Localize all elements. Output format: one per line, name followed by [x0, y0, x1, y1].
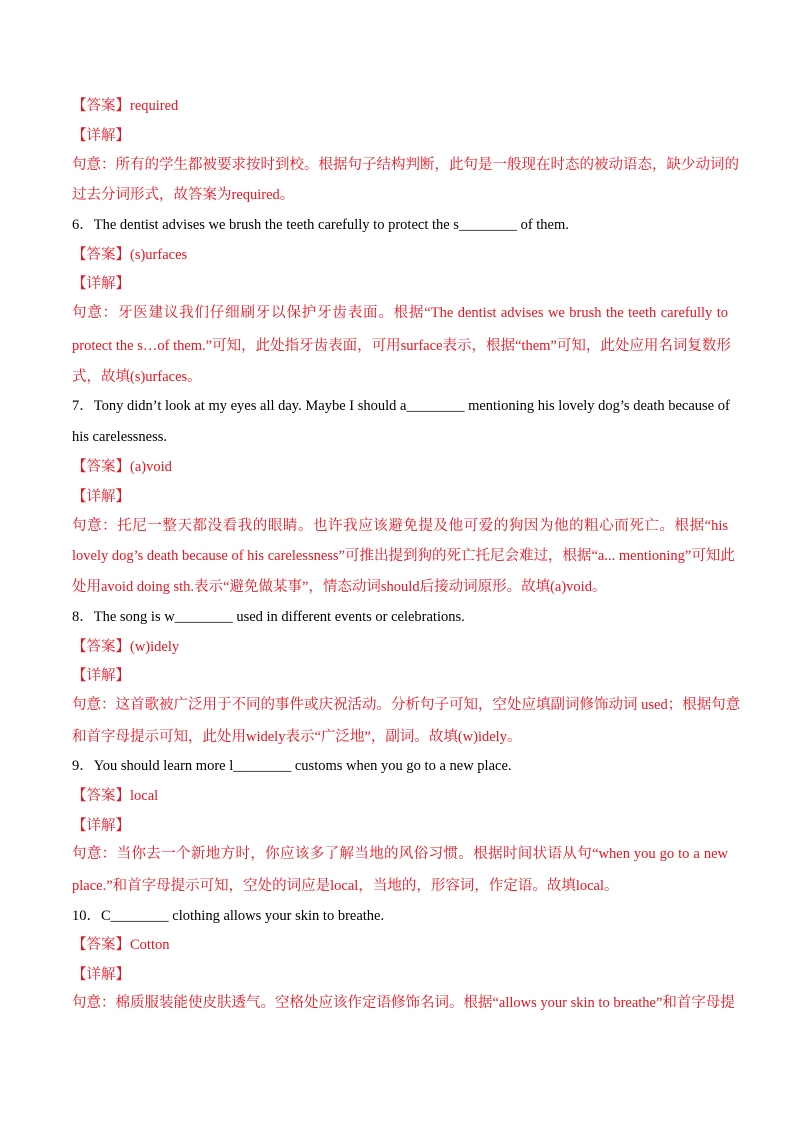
explanation-line: protect the s…of them.”可知，此处指牙齿表面，可用surface表示，根据“them”可知，此处应用名词复数形: [72, 338, 731, 354]
explanation-line: 句意：托尼一整天都没看我的眼睛。也许我应该避免提及他可爱的狗因为他的粗心而死亡。根据“his: [72, 518, 728, 534]
explanation-line: 和首字母提示可知，此处用widely表示“广泛地”，副词。故填(w)idely。: [72, 729, 522, 745]
question-line: 6．The dentist advises we brush the teeth carefully to protect the s________ of them.: [72, 217, 569, 233]
explanation-line: 过去分词形式，故答案为required。: [72, 187, 295, 203]
explanation-line: lovely dog’s death because of his carelessness”可推出提到狗的死亡托尼会难过，根据“a... mentioning”可知此: [72, 548, 735, 564]
answer-line: 【答案】(w)idely: [72, 639, 180, 655]
answer-line: 【答案】Cotton: [72, 937, 170, 953]
detail-label: 【详解】: [72, 489, 130, 505]
explanation-line: 句意：牙医建议我们仔细刷牙以保护牙齿表面。根据“The dentist advises we brush the teeth carefully to: [72, 305, 728, 321]
question-line: 9．You should learn more l________ customs when you go to a new place.: [72, 758, 512, 774]
explanation-line: 句意：这首歌被广泛用于不同的事件或庆祝活动。分析句子可知，空处应填副词修饰动词 used；根据句意: [72, 697, 741, 713]
explanation-line: 句意：所有的学生都被要求按时到校。根据句子结构判断，此句是一般现在时态的被动语态，缺少动词的: [72, 157, 739, 173]
detail-label: 【详解】: [72, 967, 130, 983]
detail-label: 【详解】: [72, 668, 130, 684]
question-line: 8．The song is w________ used in different events or celebrations.: [72, 609, 465, 625]
detail-label: 【详解】: [72, 276, 130, 292]
explanation-line: 句意：棉质服装能使皮肤透气。空格处应该作定语修饰名词。根据“allows your skin to breathe”和首字母提: [72, 995, 735, 1011]
answer-line: 【答案】required: [72, 98, 179, 114]
explanation-line: place.”和首字母提示可知，空处的词应是local，当地的，形容词，作定语。故填local。: [72, 878, 619, 894]
detail-label: 【详解】: [72, 818, 130, 834]
explanation-line: 处用avoid doing sth.表示“避免做某事”，情态动词should后接动词原形。故填(a)void。: [72, 579, 607, 595]
question-line: 10．C________ clothing allows your skin to breathe.: [72, 908, 385, 924]
detail-label: 【详解】: [72, 128, 130, 144]
question-line: 7．Tony didn’t look at my eyes all day. Maybe I should a________ mentioning his lovely dog’s death because of: [72, 398, 730, 414]
explanation-line: 句意：当你去一个新地方时，你应该多了解当地的风俗习惯。根据时间状语从句“when you go to a new: [72, 846, 728, 862]
answer-line: 【答案】(a)void: [72, 459, 172, 475]
explanation-line: 式，故填(s)urfaces。: [72, 369, 202, 385]
answer-line: 【答案】local: [72, 788, 159, 804]
answer-line: 【答案】(s)urfaces: [72, 247, 188, 263]
question-line: his carelessness.: [72, 429, 168, 445]
